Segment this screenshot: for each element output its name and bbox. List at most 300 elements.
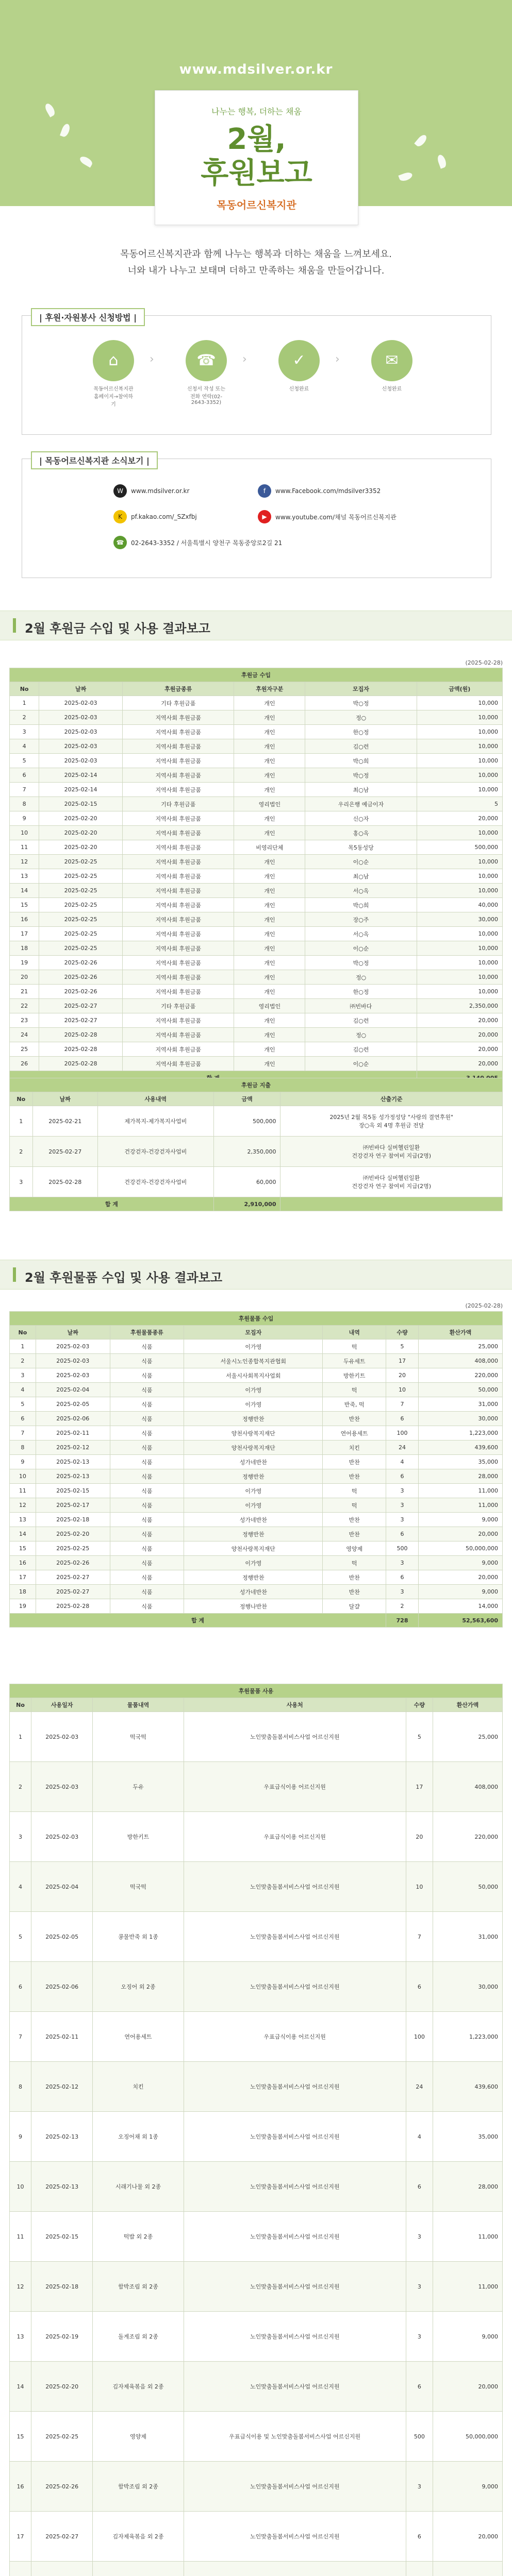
table-cell: 22 (10, 999, 39, 1013)
table-cell: 35,000 (419, 1455, 503, 1469)
table-cell: 1 (10, 696, 39, 710)
table-cell: 홍○옥 (305, 826, 417, 840)
table-cell: 2025-02-11 (31, 2012, 93, 2062)
table-cell: 14 (10, 1527, 36, 1541)
table-cell: 5 (10, 754, 39, 768)
table-cell: 식품 (110, 1455, 184, 1469)
table-cell: 20 (386, 1368, 419, 1383)
sns-label: 02-2643-3352 / 서울특별시 양천구 목동중앙로2길 21 (131, 539, 283, 547)
table-cell: 식품 (110, 1527, 184, 1541)
table-cell: 10,000 (417, 710, 502, 725)
table-cell: 10,000 (417, 855, 502, 869)
sns-label: www.mdsilver.or.kr (131, 487, 190, 495)
table-cell: 2 (10, 710, 39, 725)
table-cell: 두유세트 (323, 1354, 386, 1368)
table-cell: 20,000 (417, 1057, 502, 1071)
facebook-icon: f (258, 484, 271, 498)
table-cell: 정행반찬 (184, 1412, 323, 1426)
table-cell: 함박조림 외 2종 (93, 2262, 184, 2312)
table-cell: 50,000,000 (419, 1541, 503, 1556)
call-icon: ☎ (113, 536, 127, 549)
table-cell: 이○순 (305, 941, 417, 956)
table-cell: 7 (10, 783, 39, 797)
table-cell: 박○희 (305, 754, 417, 768)
table-row (10, 1137, 503, 1167)
table-cell: 연어용세트 (323, 1426, 386, 1440)
table-row (10, 1862, 503, 1912)
table-cell: 2025-02-05 (36, 1397, 110, 1412)
table-cell: 6 (10, 768, 39, 783)
table-cell: 개인 (234, 1042, 305, 1057)
table-cell: 노인맞춤돌봄서비스사업 어르신지원 (184, 2262, 406, 2312)
table-cell: 우표급식이용 어르신지원 (184, 2012, 406, 2062)
table-cell: 한○정 (305, 985, 417, 999)
table-cell: 500,000 (213, 1106, 280, 1137)
table-cell: 성가네반찬 (184, 1455, 323, 1469)
column-header: 내역 (323, 1326, 386, 1340)
youtube-icon: ▶ (258, 510, 271, 523)
table-cell: 개인 (234, 826, 305, 840)
table-cell: 25,000 (419, 1340, 503, 1354)
table-row (10, 1812, 503, 1862)
table-cell: 2 (10, 1137, 33, 1167)
table-cell: 2025-02-04 (36, 1383, 110, 1397)
table-cell: ㈜빈바다 (305, 999, 417, 1013)
table-cell: 31,000 (419, 1397, 503, 1412)
table-cell: 콩물반죽 외 1종 (93, 1912, 184, 1962)
table-row (10, 1513, 503, 1527)
website-url[interactable]: www.mdsilver.or.kr (179, 62, 333, 77)
table-cell: 6 (386, 1527, 419, 1541)
table-row (10, 1368, 503, 1383)
table-cell: 3 (406, 2312, 433, 2362)
table-row (10, 1167, 503, 1197)
sns-item[interactable] (258, 484, 381, 498)
table-row (10, 855, 503, 869)
column-header: 후원물품종류 (110, 1326, 184, 1340)
apply-step (186, 340, 227, 405)
table-cell: 우표급식이용 및 노인맞춤돌봄서비스사업 어르신지원 (184, 2412, 406, 2462)
column-header: 사용일자 (31, 1698, 93, 1712)
table-cell: 정○ (305, 710, 417, 725)
page-title (155, 123, 358, 191)
table-cell: 1,223,000 (419, 1426, 503, 1440)
table-cell: 치킨 (93, 2062, 184, 2112)
table-cell: 식품 (110, 1513, 184, 1527)
table-cell (406, 2562, 433, 2576)
table-cell: 2025-02-18 (31, 2262, 93, 2312)
table-cell: 돌게조림 외 2종 (93, 2312, 184, 2362)
table-row (10, 811, 503, 826)
total-cell (280, 1197, 503, 1211)
table-cell: ㈜빈바다 실버헬린일환 건강걷자 연구 참여비 지급(2명) (280, 1167, 503, 1197)
apply-step (93, 340, 134, 408)
table-title: 후원금 수입 (10, 668, 503, 682)
table-cell: 두유 (93, 1762, 184, 1812)
table-row (10, 2312, 503, 2362)
table-cell: 2025-02-26 (39, 985, 123, 999)
table-cell (184, 2562, 406, 2576)
table-cell: 우표급식이용 어르신지원 (184, 1762, 406, 1812)
table-cell: 3 (10, 1167, 33, 1197)
table-cell: 성가네반찬 (184, 1585, 323, 1599)
goods-use-table (9, 1684, 503, 2576)
table-cell: 지역사회 후원금품 (123, 956, 234, 970)
table-cell: 연어용세트 (93, 2012, 184, 2062)
table-cell: 방한키트 (93, 1812, 184, 1862)
table-cell: 2025-02-20 (36, 1527, 110, 1541)
table-cell: 2025-02-25 (39, 912, 123, 927)
table-cell: 2025-02-06 (31, 1962, 93, 2012)
news-box (22, 459, 491, 578)
table-cell: 지역사회 후원금품 (123, 725, 234, 739)
table-cell: 영양제 (323, 1541, 386, 1556)
column-header: 산출기준 (280, 1092, 503, 1106)
table-cell: 6 (386, 1412, 419, 1426)
table-row (10, 2112, 503, 2162)
table-cell: 2025-02-14 (39, 783, 123, 797)
table-cell: 16 (10, 1556, 36, 1570)
table-title: 후원물품 수입 (10, 1312, 503, 1326)
table-cell: 개인 (234, 783, 305, 797)
table-cell: 2 (10, 1762, 31, 1812)
table-cell: 2025-02-27 (39, 1013, 123, 1028)
table-cell: 2025-02-13 (31, 2112, 93, 2162)
table-row (10, 1498, 503, 1513)
table-cell: 10,000 (417, 884, 502, 898)
sns-item[interactable] (258, 510, 397, 523)
table-cell: 박○정 (305, 696, 417, 710)
table-cell: 시래기나물 외 2종 (93, 2162, 184, 2212)
table-row (10, 2562, 503, 2576)
table-cell: 2025-02-03 (36, 1368, 110, 1383)
table-cell: 우리은행 예금이자 (305, 797, 417, 811)
table-cell: 양천사랑복지재단 (184, 1440, 323, 1455)
table-cell: 10 (10, 1469, 36, 1484)
section-bar (13, 1267, 16, 1282)
table-row (10, 869, 503, 884)
column-header: 금액(원) (417, 682, 502, 696)
table-cell: 10,000 (417, 985, 502, 999)
table-cell: 3 (10, 1368, 36, 1383)
table-cell: 식품 (110, 1541, 184, 1556)
table-cell: 20,000 (419, 1527, 503, 1541)
table-cell: 떡 (323, 1340, 386, 1354)
table-cell: 3 (386, 1498, 419, 1513)
table-cell: 2025-02-14 (39, 768, 123, 783)
table-cell: 기타 후원금품 (123, 696, 234, 710)
table-cell: 24 (386, 1440, 419, 1455)
table-row (10, 1412, 503, 1426)
table-cell: 지역사회 후원금품 (123, 826, 234, 840)
table-row (10, 1340, 503, 1354)
table-cell: 14,000 (419, 1599, 503, 1614)
table-cell: 2025-02-06 (36, 1412, 110, 1426)
table-cell: 3 (406, 2462, 433, 2512)
table-cell: 2025-02-28 (39, 1028, 123, 1042)
table-cell: 15 (10, 898, 39, 912)
table-cell: 408,000 (433, 1762, 503, 1812)
table-cell: 20,000 (417, 1028, 502, 1042)
table-row (10, 1469, 503, 1484)
table-cell: 15 (10, 1541, 36, 1556)
report-date: (2025-02-28) (465, 659, 503, 666)
table-cell: 개인 (234, 768, 305, 783)
table-cell: 지역사회 후원금품 (123, 1042, 234, 1057)
table-cell: 지역사회 후원금품 (123, 710, 234, 725)
table-cell: 서○옥 (305, 884, 417, 898)
table-cell: 2025-02-17 (36, 1498, 110, 1513)
table-title-row (10, 1684, 503, 1698)
table-title-row (10, 1078, 503, 1092)
table-cell: 5 (417, 797, 502, 811)
table-cell: 신○자 (305, 811, 417, 826)
table-cell: 2025-02-26 (31, 2462, 93, 2512)
table-row (10, 1028, 503, 1042)
table-cell: 식품 (110, 1426, 184, 1440)
table-row (10, 1962, 503, 2012)
table-cell: 반찬 (323, 1570, 386, 1585)
table-cell: 지역사회 후원금품 (123, 1028, 234, 1042)
table-cell: 5 (406, 1712, 433, 1762)
table-cell: 14 (10, 884, 39, 898)
table-row (10, 1912, 503, 1962)
kakao-icon: K (113, 510, 127, 523)
table-cell: 10 (10, 2162, 31, 2212)
table-cell: 2025-02-25 (39, 898, 123, 912)
table-cell: 한○정 (305, 725, 417, 739)
apply-step (371, 340, 412, 392)
table-cell: 목5동성당 (305, 840, 417, 855)
title-report: 후원보고 (201, 157, 312, 190)
table-header-row (10, 1698, 503, 1712)
table-cell: 2025-02-28 (39, 1042, 123, 1057)
table-cell: 개인 (234, 754, 305, 768)
table-cell: 2,350,000 (213, 1137, 280, 1167)
table-cell: 식품 (110, 1585, 184, 1599)
table-cell: 개인 (234, 927, 305, 941)
table-row (10, 710, 503, 725)
table-row (10, 826, 503, 840)
table-cell: 박○정 (305, 956, 417, 970)
apply-method-box (22, 315, 491, 435)
table-cell: 2025-02-19 (31, 2312, 93, 2362)
table-cell: 지역사회 후원금품 (123, 783, 234, 797)
goods-income-table (9, 1311, 503, 1628)
table-cell: 9,000 (419, 1513, 503, 1527)
table-cell: 오징어 외 2종 (93, 1962, 184, 2012)
table-cell: 3 (10, 1812, 31, 1862)
table-cell: 30,000 (417, 912, 502, 927)
table-cell: 2,350,000 (417, 999, 502, 1013)
table-cell: 7 (406, 1912, 433, 1962)
column-header: 모집자 (305, 682, 417, 696)
table-cell: 40,000 (417, 898, 502, 912)
table-cell: 개인 (234, 869, 305, 884)
table-cell: 17 (386, 1354, 419, 1368)
table-cell (433, 2562, 503, 2576)
table-cell: 지역사회 후원금품 (123, 898, 234, 912)
table-row (10, 725, 503, 739)
table-cell: 10,000 (417, 768, 502, 783)
table-cell: 18 (10, 941, 39, 956)
table-cell: 식품 (110, 1412, 184, 1426)
table-cell: 지역사회 후원금품 (123, 1057, 234, 1071)
table-cell: 26 (10, 1057, 39, 1071)
table-cell: 10,000 (417, 927, 502, 941)
table-cell: 영리법인 (234, 999, 305, 1013)
table-cell: 식품 (110, 1397, 184, 1412)
table-cell: 4 (406, 2112, 433, 2162)
table-row (10, 2262, 503, 2312)
sns-item[interactable] (113, 484, 189, 498)
table-cell: 6 (10, 1962, 31, 2012)
table-row (10, 2512, 503, 2562)
table-cell: 김○련 (305, 1013, 417, 1028)
money-income-table (9, 668, 503, 1085)
table-row (10, 2012, 503, 2062)
table-row (10, 1599, 503, 1614)
table-cell: 건강걷자-건강걷자사업비 (97, 1137, 213, 1167)
table-cell: 식품 (110, 1599, 184, 1614)
table-row (10, 1762, 503, 1812)
table-cell: 439,600 (433, 2062, 503, 2112)
table-cell: 13 (10, 869, 39, 884)
table-cell: 떡국떡 (93, 1712, 184, 1762)
table-cell: 1 (10, 1712, 31, 1762)
table-row (10, 2462, 503, 2512)
table-cell: 2025-02-03 (39, 754, 123, 768)
table-row (10, 1426, 503, 1440)
table-row (10, 783, 503, 797)
table-cell: 6 (386, 1469, 419, 1484)
column-header: 환산가액 (433, 1698, 503, 1712)
table-cell: 17 (10, 1570, 36, 1585)
table-cell: 9 (10, 2112, 31, 2162)
table-cell: 7 (10, 1426, 36, 1440)
org-name: 목동어르신복지관 (217, 199, 296, 211)
intro-line: 너와 내가 나누고 보태며 더하고 만족하는 채움을 만들어갑니다. (127, 265, 385, 276)
table-cell: 지역사회 후원금품 (123, 855, 234, 869)
table-row (10, 1013, 503, 1028)
table-cell: 25,000 (433, 1712, 503, 1762)
table-cell: 2025-02-27 (31, 2512, 93, 2562)
table-cell: 6 (406, 2362, 433, 2412)
table-cell: 지역사회 후원금품 (123, 970, 234, 985)
table-cell: 2025-02-15 (36, 1484, 110, 1498)
table-cell: 3 (386, 1585, 419, 1599)
table-cell (31, 2562, 93, 2576)
table-cell: 노인맞춤돌봄서비스사업 어르신지원 (184, 1712, 406, 1762)
check-icon: ✓ (278, 340, 320, 381)
column-header: 사용처 (184, 1698, 406, 1712)
section-title: 2월 후원금 수입 및 사용 결과보고 (25, 621, 210, 636)
table-cell: 방한키트 (323, 1368, 386, 1383)
table-cell: 2025년 2월 목5동 성가정성당 "사랑의 결연후원" 장○옥 외 4명 후원금 전달 (280, 1106, 503, 1137)
table-cell: 50,000 (433, 1862, 503, 1912)
table-row (10, 970, 503, 985)
intro-text (0, 246, 512, 279)
table-cell (10, 2562, 31, 2576)
table-cell: 17 (10, 2512, 31, 2562)
table-cell: 개인 (234, 1057, 305, 1071)
table-cell: 2 (386, 1599, 419, 1614)
table-cell: 500 (406, 2412, 433, 2462)
table-row (10, 1397, 503, 1412)
table-row (10, 927, 503, 941)
table-cell: 반찬 (323, 1585, 386, 1599)
table-cell: 8 (10, 1440, 36, 1455)
table-cell: 7 (386, 1397, 419, 1412)
table-cell: 20 (406, 1812, 433, 1862)
table-cell: 성가네반찬 (184, 1513, 323, 1527)
table-cell: 노인맞춤돌봄서비스사업 어르신지원 (184, 1912, 406, 1962)
table-cell: 50,000,000 (433, 2412, 503, 2462)
table-cell: 60,000 (213, 1167, 280, 1197)
column-header: 수량 (386, 1326, 419, 1340)
table-cell: 20,000 (433, 2362, 503, 2412)
table-cell: 지역사회 후원금품 (123, 840, 234, 855)
table-cell: 떡 (323, 1498, 386, 1513)
table-cell: 2025-02-20 (39, 826, 123, 840)
table-title-row (10, 1312, 503, 1326)
table-cell: 2025-02-12 (31, 2062, 93, 2112)
table-row (10, 797, 503, 811)
table-cell: 최○남 (305, 783, 417, 797)
table-cell: 양천사랑복지재단 (184, 1541, 323, 1556)
table-cell: 2025-02-25 (36, 1541, 110, 1556)
table-cell: 6 (406, 1962, 433, 2012)
table-cell: 식품 (110, 1570, 184, 1585)
table-cell: 3 (406, 2262, 433, 2312)
table-cell: 기타 후원금품 (123, 999, 234, 1013)
table-row (10, 2162, 503, 2212)
section-header-goods (0, 1260, 512, 1290)
total-cell: 합 계 (10, 1197, 214, 1211)
table-cell: 영리법인 (234, 797, 305, 811)
table-cell: 28,000 (419, 1469, 503, 1484)
table-cell: 3 (386, 1484, 419, 1498)
table-cell: 노인맞춤돌봄서비스사업 어르신지원 (184, 1962, 406, 2012)
table-cell: 4 (386, 1455, 419, 1469)
table-row (10, 1455, 503, 1469)
report-date: (2025-02-28) (465, 1302, 503, 1309)
table-header-row (10, 682, 503, 696)
table-row (10, 2212, 503, 2262)
column-header: No (10, 1092, 33, 1106)
table-cell: 서○옥 (305, 927, 417, 941)
table-cell: 220,000 (419, 1368, 503, 1383)
table-cell: 개인 (234, 898, 305, 912)
table-cell: 노인맞춤돌봄서비스사업 어르신지원 (184, 2162, 406, 2212)
table-cell: 이가영 (184, 1484, 323, 1498)
table-cell: 달걀 (323, 1599, 386, 1614)
table-row (10, 696, 503, 710)
table-row (10, 1712, 503, 1762)
title-card (155, 90, 358, 225)
money-use-table (9, 1078, 503, 1211)
table-cell: 19 (10, 956, 39, 970)
table-cell: 지역사회 후원금품 (123, 768, 234, 783)
table-row (10, 941, 503, 956)
table-cell: 개인 (234, 811, 305, 826)
table-cell: 정행반찬 (184, 1469, 323, 1484)
table-cell: 19 (10, 1599, 36, 1614)
table-cell: 2025-02-26 (36, 1556, 110, 1570)
table-cell: 20 (10, 970, 39, 985)
table-cell: 개인 (234, 956, 305, 970)
sns-item[interactable] (113, 510, 197, 523)
